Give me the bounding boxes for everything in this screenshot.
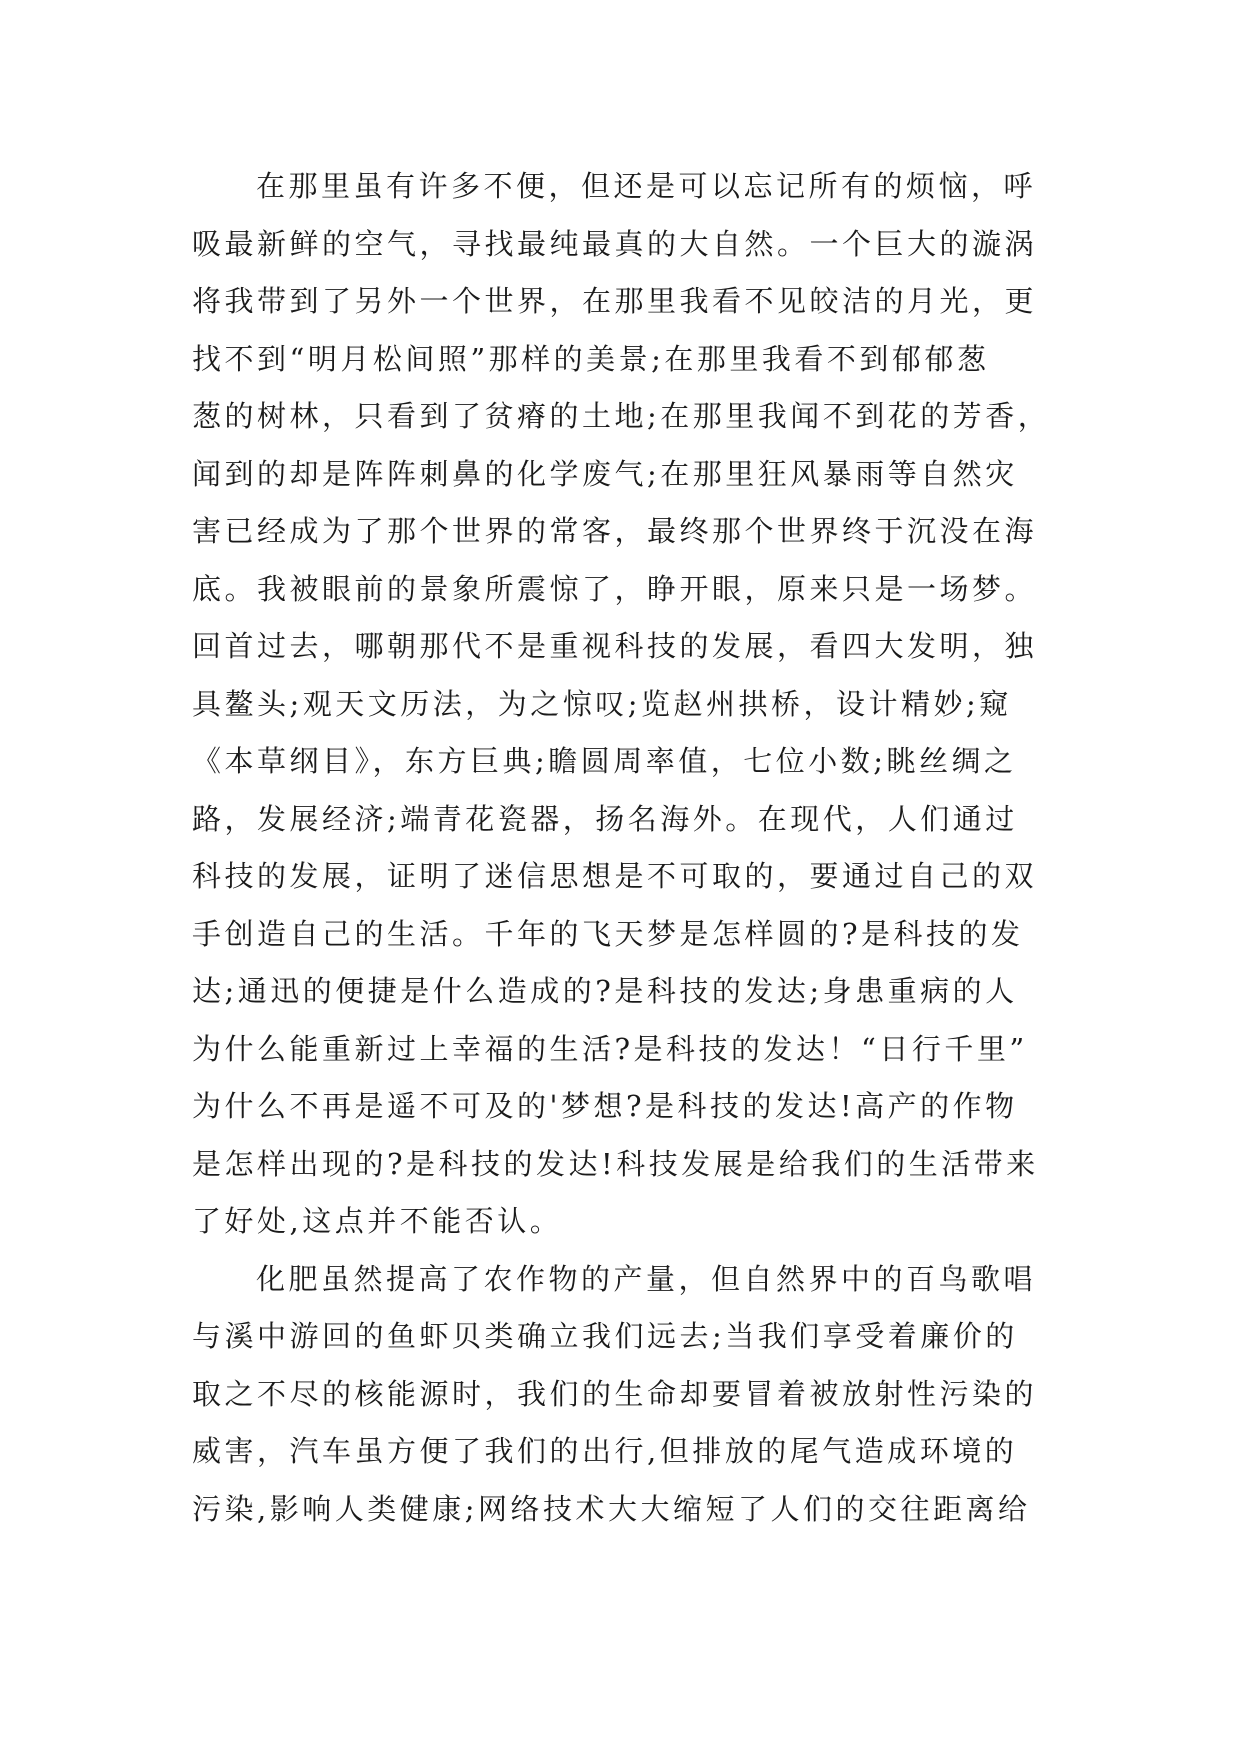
text-line: 污染,影响人类健康;网络技术大大缩短了人们的交往距离给 bbox=[192, 1491, 1031, 1526]
document-body bbox=[192, 158, 1050, 1538]
text-line: 科技的发展，证明了迷信思想是不可取的，要通过自己的双 bbox=[192, 859, 1038, 893]
text-line: 取之不尽的核能源时，我们的生命却要冒着被放射性污染的 bbox=[192, 1376, 1038, 1411]
text-line: 威害，汽车虽方便了我们的出行,但排放的尾气造成环境的 bbox=[192, 1434, 1018, 1468]
text-line: 害已经成为了那个世界的常客，最终那个世界终于沉没在海 bbox=[192, 514, 1038, 548]
text-line: 与溪中游回的鱼虾贝类确立我们远去;当我们享受着廉价的 bbox=[192, 1319, 1018, 1353]
text-line: 《本草纲目》，东方巨典;瞻圆周率值，七位小数;眺丝绸之 bbox=[192, 744, 1017, 778]
text-line: 找不到“明月松间照”那样的美景;在那里我看不到郁郁葱 bbox=[192, 341, 990, 376]
text-line: 手创造自己的生活。千年的飞天梦是怎样圆的?是科技的发 bbox=[192, 916, 1024, 951]
text-line: 路，发展经济;端青花瓷器，扬名海外。在现代，人们通过 bbox=[192, 801, 1018, 836]
text-line: 底。我被眼前的景象所震惊了，睁开眼，原来只是一场梦。 bbox=[192, 571, 1038, 606]
text-line: 吸最新鲜的空气，寻找最纯最真的大自然。一个巨大的漩涡 bbox=[192, 226, 1038, 261]
text-line: 葱的树林，只看到了贫瘠的土地;在那里我闻不到花的芳香， bbox=[192, 399, 1051, 433]
text-line: 在那里虽有许多不便，但还是可以忘记所有的烦恼，呼 bbox=[256, 169, 1037, 203]
paragraph bbox=[192, 158, 1050, 1251]
text-line: 闻到的却是阵阵刺鼻的化学废气;在那里狂风暴雨等自然灾 bbox=[192, 456, 1018, 491]
text-line: 达;通迅的便捷是什么造成的?是科技的发达;身患重病的人 bbox=[192, 974, 1018, 1008]
paragraph bbox=[192, 1251, 1050, 1539]
text-line: 将我带到了另外一个世界，在那里我看不见皎洁的月光，更 bbox=[192, 284, 1038, 318]
text-line: 是怎样出现的?是科技的发达!科技发展是给我们的生活带来 bbox=[192, 1146, 1039, 1181]
text-line: 回首过去，哪朝那代不是重视科技的发展，看四大发明，独 bbox=[192, 629, 1038, 663]
text-line: 化肥虽然提高了农作物的产量，但自然界中的百鸟歌唱 bbox=[256, 1261, 1037, 1296]
text-line: 具鳌头;观天文历法，为之惊叹;览赵州拱桥，设计精妙;窥 bbox=[192, 686, 1012, 721]
text-line: 为什么不再是遥不可及的'梦想?是科技的发达!高产的作物 bbox=[192, 1089, 1018, 1123]
text-line: 为什么能重新过上幸福的生活?是科技的发达！“日行千里” bbox=[192, 1031, 1028, 1066]
text-line: 了好处,这点并不能否认。 bbox=[192, 1204, 563, 1238]
